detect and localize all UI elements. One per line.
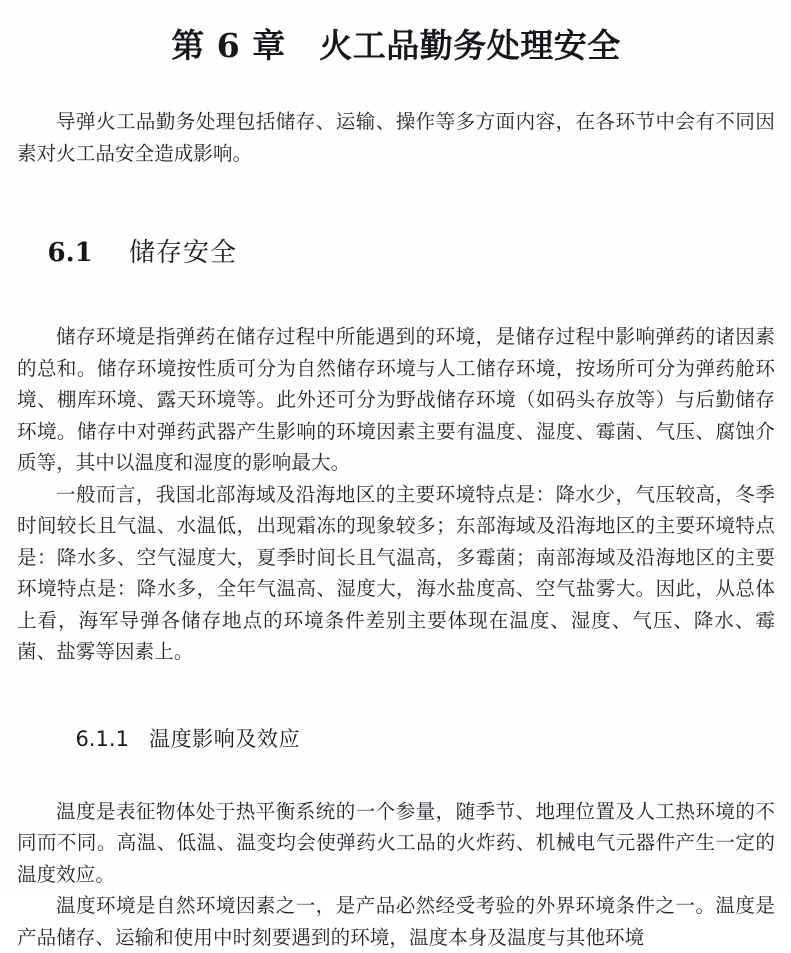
- subsection-title: 温度影响及效应: [149, 727, 300, 751]
- subsection-6-1-1-body: [17, 796, 775, 953]
- paragraph: 温度环境是自然环境因素之一，是产品必然经受考验的外界环境条件之一。温度是产品储存、运输和使用中时刻要遇到的环境，温度本身及温度与其他环境: [17, 890, 775, 953]
- page-content: [17, 0, 775, 953]
- section-6-1-body: [17, 321, 775, 668]
- paragraph: 一般而言，我国北部海域及沿海地区的主要环境特点是：降水少，气压较高，冬季时间较长且气温、水温低，出现霜冻的现象较多；东部海域及沿海地区的主要环境特点是：降水多、空气湿度大，夏季时间长且气温高，多霉菌；南部海域及沿海地区的主要环境特点是：降水多，全年气温高、湿度大，海水盐度高、空气盐雾大。因此，从总体上看，海军导弹各储存地点的环境条件差别主要体现在温度、湿度、气压、降水、霉菌、盐雾等因素上。: [17, 479, 775, 668]
- subsection-heading-gap: [129, 727, 149, 751]
- section-title: 储存安全: [129, 238, 237, 268]
- section-heading-gap: [93, 238, 129, 268]
- intro-paragraph: 导弹火工品勤务处理包括储存、运输、操作等多方面内容，在各环节中会有不同因素对火工品安全造成影响。: [17, 106, 775, 169]
- subsection-heading-6-1-1: [17, 694, 775, 786]
- paragraph: 温度是表征物体处于热平衡系统的一个参量，随季节、地理位置及人工热环境的不同而不同。高温、低温、温变均会使弹药火工品的火炸药、机械电气元器件产生一定的温度效应。: [17, 796, 775, 891]
- chapter-title: 第 6 章 火工品勤务处理安全: [17, 26, 775, 66]
- section-heading-6-1: [17, 202, 775, 307]
- section-number: 6.1: [48, 238, 93, 268]
- paragraph: 储存环境是指弹药在储存过程中所能遇到的环境，是储存过程中影响弹药的诸因素的总和。储存环境按性质可分为自然储存环境与人工储存环境，按场所可分为弹药舱环境、棚库环境、露天环境等。此外还可分为野战储存环境（如码头存放等）与后勤储存环境。储存中对弹药武器产生影响的环境因素主要有温度、湿度、霉菌、气压、腐蚀介质等，其中以温度和湿度的影响最大。: [17, 321, 775, 479]
- subsection-number: 6.1.1: [76, 727, 129, 751]
